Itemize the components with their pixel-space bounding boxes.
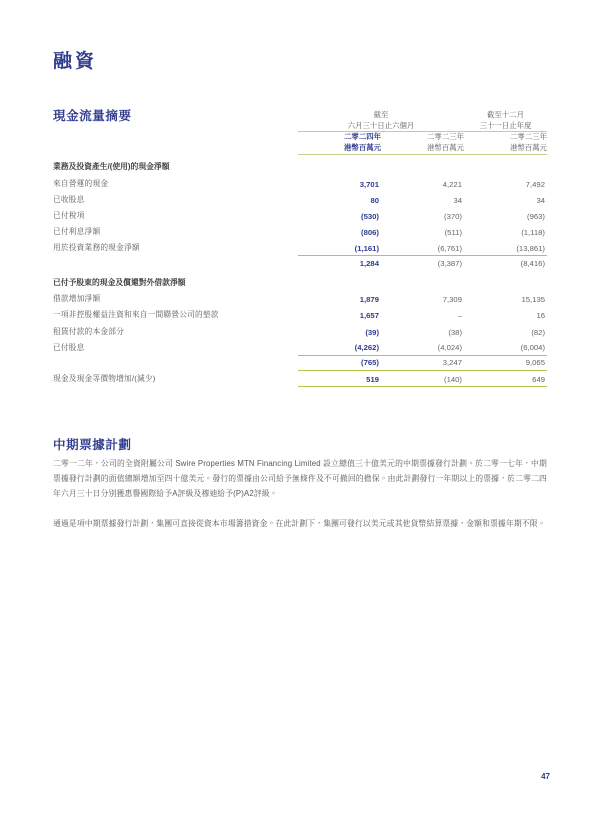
table-header <box>53 110 547 154</box>
table-row <box>53 323 547 339</box>
row-value-2023-annual: (1,118) <box>521 228 545 238</box>
column-header-2023a-year: 二零二三年 <box>510 132 547 142</box>
row-value-2024-interim: (4,262) <box>354 343 379 353</box>
row-value-2023-interim: (4,024) <box>437 343 462 353</box>
subtotal-value-2023-interim: (3,387) <box>381 256 464 271</box>
row-value-2023-interim: – <box>457 311 462 321</box>
table-row <box>53 175 547 191</box>
table-column-header-row <box>53 132 547 154</box>
table-row <box>53 207 547 223</box>
row-value-2024-interim: 1,879 <box>359 295 379 305</box>
row-value-2023-interim: 4,221 <box>442 179 462 189</box>
column-header-2024-unit: 港幣百萬元 <box>344 143 381 153</box>
page-title: 融資 <box>53 50 98 72</box>
row-value-2024-interim: 1,657 <box>359 311 379 321</box>
subtotal-label <box>53 355 298 370</box>
column-header-2024-interim <box>298 132 381 154</box>
row-value-2023-annual: (6,004) <box>520 343 545 353</box>
table-corner-cell-2 <box>53 132 298 154</box>
row-label: 已付利息淨額 <box>53 227 101 237</box>
column-group-interim-line2: 六月三十日止六個月 <box>347 120 415 130</box>
mtn-paragraph-2: 通過是項中期票據發行計劃，集團可直接從資本市場籌措資金。在此計劃下，集團可發行以美元或其他貨幣結算票據，金額和票據年期不限。 <box>53 518 546 528</box>
row-value-2023-annual: 16 <box>536 311 545 321</box>
row-label: 已付稅項 <box>53 210 85 220</box>
table-corner-cell <box>53 110 298 132</box>
row-value-2023-annual: 34 <box>536 195 545 205</box>
group-heading-row-operating <box>53 154 547 175</box>
table-row <box>53 307 547 323</box>
row-value-2023-annual: (963) <box>527 211 545 221</box>
subtotal-value-2023-annual: (8,416) <box>464 256 547 271</box>
table-body-group-financing <box>53 271 547 387</box>
subtotal-row-operating <box>53 256 547 271</box>
row-label: 一項非控股權益注資和來自一間聯營公司的墊款 <box>53 310 219 320</box>
subtotal-value-2024-interim: 1,284 <box>298 256 381 271</box>
row-value-2023-annual: (13,861) <box>516 243 545 253</box>
column-header-2024-year: 二零二四年 <box>344 132 381 142</box>
row-label: 租賃付款的本金部分 <box>53 326 124 336</box>
row-label: 用於投資業務的現金淨額 <box>53 243 140 253</box>
section-heading-mtn: 中期票據計劃 <box>53 438 132 453</box>
row-value-2024-interim: 80 <box>370 195 379 205</box>
column-header-2023-interim <box>381 132 464 154</box>
group-heading-financing: 已付予股東的現金及償還對外借款淨額 <box>53 277 186 287</box>
row-value-2023-interim: (6,761) <box>437 243 462 253</box>
subtotal-value-2024-interim: (765) <box>298 355 381 370</box>
grand-total-value-2024-interim: 519 <box>298 371 381 387</box>
cash-flow-table <box>53 110 547 387</box>
table-row <box>53 339 547 355</box>
subtotal-value-2023-interim: 3,247 <box>381 355 464 370</box>
row-label: 借款增加淨額 <box>53 294 101 304</box>
row-value-2024-interim: (1,161) <box>354 243 379 253</box>
grand-total-value-2023-interim: (140) <box>381 371 464 387</box>
row-value-2023-interim: (511) <box>444 228 462 238</box>
row-value-2024-interim: (39) <box>365 327 379 337</box>
row-value-2023-annual: 7,492 <box>525 179 545 189</box>
column-group-annual <box>464 110 547 132</box>
column-header-2023a-unit: 港幣百萬元 <box>510 143 547 153</box>
column-group-interim <box>298 110 464 132</box>
row-value-2023-interim: (370) <box>444 211 462 221</box>
row-value-2024-interim: 3,701 <box>359 179 379 189</box>
table-row <box>53 191 547 207</box>
column-header-2023i-unit: 港幣百萬元 <box>427 143 464 153</box>
column-header-2023-annual <box>464 132 547 154</box>
column-header-2023i-year: 二零二三年 <box>427 132 464 142</box>
column-group-interim-line1: 截至 <box>373 110 389 119</box>
row-value-2023-interim: 7,309 <box>442 295 462 305</box>
table-body-group-operating <box>53 154 547 270</box>
subtotal-row-financing <box>53 355 547 370</box>
row-label: 來自營運的現金 <box>53 178 109 188</box>
grand-total-row <box>53 371 547 387</box>
row-label: 已付股息 <box>53 342 85 352</box>
mtn-paragraph-1: 二零一二年，公司的全資附屬公司 Swire Properties MTN Financing Limited 設立總值三十億美元的中期票據發行計劃。於二零一七年，中期票據發行計劃的面值總額增加至四十億美元。發行的票據由公司給予無條件及不可撤回的擔保。由此計劃發行一年期以上的票據，於二零二四年六月三十日分別獲惠譽國際給予A評級及穆迪給予(P)A2評級。 <box>53 458 547 499</box>
row-value-2024-interim: (806) <box>361 228 379 238</box>
row-value-2023-interim: (38) <box>448 327 462 337</box>
table-column-group-row <box>53 110 547 132</box>
column-group-annual-line2: 三十一日止年度 <box>479 120 532 130</box>
group-heading-row-financing <box>53 271 547 291</box>
row-value-2023-annual: (82) <box>531 327 545 337</box>
subtotal-label <box>53 256 298 271</box>
table-row <box>53 224 547 240</box>
page-number: 47 <box>541 772 550 781</box>
grand-total-label: 現金及現金等價物增加/(減少) <box>53 374 156 384</box>
group-heading-operating: 業務及投資產生/(使用)的現金淨額 <box>53 161 170 171</box>
subtotal-value-2023-annual: 9,065 <box>464 355 547 370</box>
row-label: 已收股息 <box>53 194 85 204</box>
row-value-2023-annual: 15,135 <box>521 295 545 305</box>
grand-total-value-2023-annual: 649 <box>464 371 547 387</box>
column-group-annual-line1: 截至十二月 <box>487 110 524 119</box>
section-heading-cash-flow: 現金流量摘要 <box>53 109 132 124</box>
table-row <box>53 240 547 256</box>
row-value-2024-interim: (530) <box>361 211 379 221</box>
table-row <box>53 291 547 307</box>
row-value-2023-interim: 34 <box>453 195 462 205</box>
